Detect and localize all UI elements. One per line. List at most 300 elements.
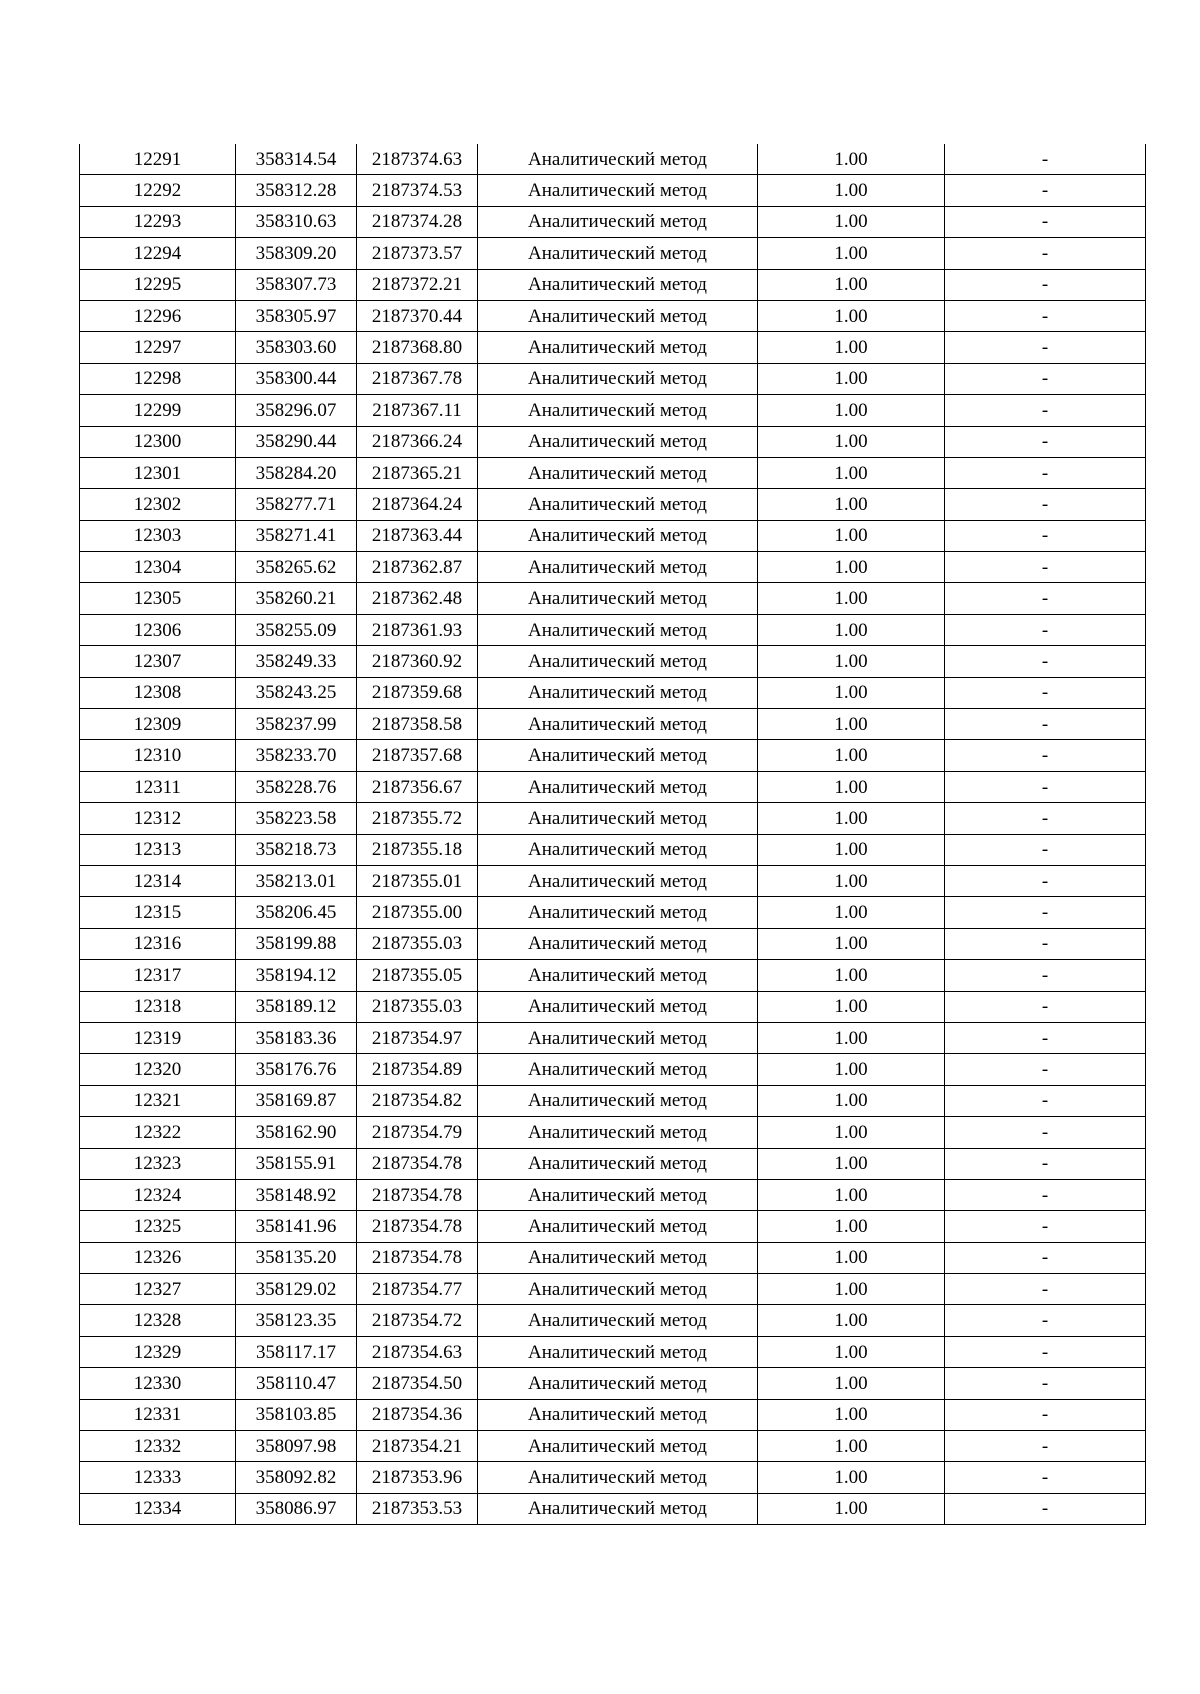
x-coordinate-cell: 358307.73 xyxy=(236,269,357,300)
table-row xyxy=(80,363,1146,394)
description-cell: - xyxy=(945,363,1146,394)
table-row xyxy=(80,1493,1146,1524)
accuracy-cell: 1.00 xyxy=(758,1431,945,1462)
accuracy-cell: 1.00 xyxy=(758,1274,945,1305)
method-cell: Аналитический метод xyxy=(478,1211,758,1242)
method-cell: Аналитический метод xyxy=(478,426,758,457)
accuracy-cell: 1.00 xyxy=(758,928,945,959)
accuracy-cell: 1.00 xyxy=(758,646,945,677)
method-cell: Аналитический метод xyxy=(478,520,758,551)
y-coordinate-cell: 2187354.21 xyxy=(357,1431,478,1462)
point-number-cell: 12331 xyxy=(80,1399,236,1430)
accuracy-cell: 1.00 xyxy=(758,1022,945,1053)
y-coordinate-cell: 2187355.03 xyxy=(357,991,478,1022)
accuracy-cell: 1.00 xyxy=(758,771,945,802)
y-coordinate-cell: 2187354.82 xyxy=(357,1085,478,1116)
table-row xyxy=(80,489,1146,520)
table-row xyxy=(80,1305,1146,1336)
method-cell: Аналитический метод xyxy=(478,457,758,488)
method-cell: Аналитический метод xyxy=(478,677,758,708)
y-coordinate-cell: 2187370.44 xyxy=(357,300,478,331)
point-number-cell: 12332 xyxy=(80,1431,236,1462)
method-cell: Аналитический метод xyxy=(478,1117,758,1148)
y-coordinate-cell: 2187354.78 xyxy=(357,1148,478,1179)
point-number-cell: 12305 xyxy=(80,583,236,614)
table-row xyxy=(80,677,1146,708)
method-cell: Аналитический метод xyxy=(478,300,758,331)
point-number-cell: 12294 xyxy=(80,238,236,269)
description-cell: - xyxy=(945,1274,1146,1305)
description-cell: - xyxy=(945,300,1146,331)
accuracy-cell: 1.00 xyxy=(758,834,945,865)
point-number-cell: 12298 xyxy=(80,363,236,394)
method-cell: Аналитический метод xyxy=(478,552,758,583)
x-coordinate-cell: 358310.63 xyxy=(236,206,357,237)
x-coordinate-cell: 358309.20 xyxy=(236,238,357,269)
method-cell: Аналитический метод xyxy=(478,740,758,771)
point-number-cell: 12324 xyxy=(80,1179,236,1210)
accuracy-cell: 1.00 xyxy=(758,740,945,771)
y-coordinate-cell: 2187355.05 xyxy=(357,960,478,991)
accuracy-cell: 1.00 xyxy=(758,238,945,269)
table-row xyxy=(80,1399,1146,1430)
table-row xyxy=(80,1054,1146,1085)
point-number-cell: 12320 xyxy=(80,1054,236,1085)
point-number-cell: 12314 xyxy=(80,865,236,896)
method-cell: Аналитический метод xyxy=(478,1148,758,1179)
table-row xyxy=(80,1148,1146,1179)
method-cell: Аналитический метод xyxy=(478,269,758,300)
point-number-cell: 12309 xyxy=(80,709,236,740)
description-cell: - xyxy=(945,1462,1146,1493)
x-coordinate-cell: 358290.44 xyxy=(236,426,357,457)
x-coordinate-cell: 358123.35 xyxy=(236,1305,357,1336)
x-coordinate-cell: 358155.91 xyxy=(236,1148,357,1179)
x-coordinate-cell: 358271.41 xyxy=(236,520,357,551)
table-row xyxy=(80,238,1146,269)
x-coordinate-cell: 358092.82 xyxy=(236,1462,357,1493)
accuracy-cell: 1.00 xyxy=(758,206,945,237)
x-coordinate-cell: 358169.87 xyxy=(236,1085,357,1116)
method-cell: Аналитический метод xyxy=(478,489,758,520)
point-number-cell: 12323 xyxy=(80,1148,236,1179)
accuracy-cell: 1.00 xyxy=(758,1493,945,1524)
x-coordinate-cell: 358237.99 xyxy=(236,709,357,740)
point-number-cell: 12318 xyxy=(80,991,236,1022)
x-coordinate-cell: 358223.58 xyxy=(236,803,357,834)
point-number-cell: 12307 xyxy=(80,646,236,677)
x-coordinate-cell: 358135.20 xyxy=(236,1242,357,1273)
description-cell: - xyxy=(945,206,1146,237)
method-cell: Аналитический метод xyxy=(478,991,758,1022)
y-coordinate-cell: 2187358.58 xyxy=(357,709,478,740)
description-cell: - xyxy=(945,897,1146,928)
description-cell: - xyxy=(945,1179,1146,1210)
method-cell: Аналитический метод xyxy=(478,395,758,426)
method-cell: Аналитический метод xyxy=(478,614,758,645)
x-coordinate-cell: 358255.09 xyxy=(236,614,357,645)
y-coordinate-cell: 2187353.96 xyxy=(357,1462,478,1493)
accuracy-cell: 1.00 xyxy=(758,1054,945,1085)
point-number-cell: 12315 xyxy=(80,897,236,928)
description-cell: - xyxy=(945,1242,1146,1273)
x-coordinate-cell: 358199.88 xyxy=(236,928,357,959)
y-coordinate-cell: 2187357.68 xyxy=(357,740,478,771)
y-coordinate-cell: 2187360.92 xyxy=(357,646,478,677)
method-cell: Аналитический метод xyxy=(478,1368,758,1399)
method-cell: Аналитический метод xyxy=(478,206,758,237)
table-row xyxy=(80,583,1146,614)
description-cell: - xyxy=(945,1085,1146,1116)
x-coordinate-cell: 358189.12 xyxy=(236,991,357,1022)
description-cell: - xyxy=(945,552,1146,583)
x-coordinate-cell: 358117.17 xyxy=(236,1336,357,1367)
y-coordinate-cell: 2187363.44 xyxy=(357,520,478,551)
method-cell: Аналитический метод xyxy=(478,834,758,865)
x-coordinate-cell: 358097.98 xyxy=(236,1431,357,1462)
point-number-cell: 12322 xyxy=(80,1117,236,1148)
description-cell: - xyxy=(945,1399,1146,1430)
point-number-cell: 12310 xyxy=(80,740,236,771)
accuracy-cell: 1.00 xyxy=(758,552,945,583)
point-number-cell: 12325 xyxy=(80,1211,236,1242)
accuracy-cell: 1.00 xyxy=(758,1368,945,1399)
accuracy-cell: 1.00 xyxy=(758,991,945,1022)
table-row xyxy=(80,928,1146,959)
accuracy-cell: 1.00 xyxy=(758,300,945,331)
y-coordinate-cell: 2187374.63 xyxy=(357,144,478,175)
method-cell: Аналитический метод xyxy=(478,928,758,959)
table-row xyxy=(80,1368,1146,1399)
table-row xyxy=(80,520,1146,551)
y-coordinate-cell: 2187374.28 xyxy=(357,206,478,237)
accuracy-cell: 1.00 xyxy=(758,144,945,175)
method-cell: Аналитический метод xyxy=(478,897,758,928)
accuracy-cell: 1.00 xyxy=(758,709,945,740)
point-number-cell: 12296 xyxy=(80,300,236,331)
table-row xyxy=(80,1336,1146,1367)
y-coordinate-cell: 2187356.67 xyxy=(357,771,478,802)
table-row xyxy=(80,614,1146,645)
x-coordinate-cell: 358243.25 xyxy=(236,677,357,708)
accuracy-cell: 1.00 xyxy=(758,426,945,457)
description-cell: - xyxy=(945,991,1146,1022)
description-cell: - xyxy=(945,614,1146,645)
method-cell: Аналитический метод xyxy=(478,144,758,175)
description-cell: - xyxy=(945,269,1146,300)
point-number-cell: 12297 xyxy=(80,332,236,363)
x-coordinate-cell: 358265.62 xyxy=(236,552,357,583)
x-coordinate-cell: 358194.12 xyxy=(236,960,357,991)
y-coordinate-cell: 2187362.48 xyxy=(357,583,478,614)
point-number-cell: 12304 xyxy=(80,552,236,583)
table-row xyxy=(80,960,1146,991)
description-cell: - xyxy=(945,238,1146,269)
y-coordinate-cell: 2187355.72 xyxy=(357,803,478,834)
y-coordinate-cell: 2187353.53 xyxy=(357,1493,478,1524)
point-number-cell: 12316 xyxy=(80,928,236,959)
description-cell: - xyxy=(945,395,1146,426)
table-row xyxy=(80,1242,1146,1273)
table-row xyxy=(80,552,1146,583)
y-coordinate-cell: 2187368.80 xyxy=(357,332,478,363)
accuracy-cell: 1.00 xyxy=(758,1462,945,1493)
point-number-cell: 12302 xyxy=(80,489,236,520)
accuracy-cell: 1.00 xyxy=(758,520,945,551)
table-row xyxy=(80,1179,1146,1210)
x-coordinate-cell: 358296.07 xyxy=(236,395,357,426)
y-coordinate-cell: 2187354.89 xyxy=(357,1054,478,1085)
table-row xyxy=(80,1462,1146,1493)
accuracy-cell: 1.00 xyxy=(758,395,945,426)
method-cell: Аналитический метод xyxy=(478,960,758,991)
description-cell: - xyxy=(945,1431,1146,1462)
method-cell: Аналитический метод xyxy=(478,803,758,834)
accuracy-cell: 1.00 xyxy=(758,1242,945,1273)
x-coordinate-cell: 358110.47 xyxy=(236,1368,357,1399)
accuracy-cell: 1.00 xyxy=(758,865,945,896)
table-row xyxy=(80,1211,1146,1242)
method-cell: Аналитический метод xyxy=(478,709,758,740)
accuracy-cell: 1.00 xyxy=(758,1211,945,1242)
description-cell: - xyxy=(945,1054,1146,1085)
point-number-cell: 12321 xyxy=(80,1085,236,1116)
accuracy-cell: 1.00 xyxy=(758,960,945,991)
method-cell: Аналитический метод xyxy=(478,646,758,677)
description-cell: - xyxy=(945,646,1146,677)
description-cell: - xyxy=(945,1336,1146,1367)
table-row xyxy=(80,991,1146,1022)
table-row xyxy=(80,426,1146,457)
x-coordinate-cell: 358314.54 xyxy=(236,144,357,175)
x-coordinate-cell: 358249.33 xyxy=(236,646,357,677)
accuracy-cell: 1.00 xyxy=(758,677,945,708)
description-cell: - xyxy=(945,865,1146,896)
point-number-cell: 12333 xyxy=(80,1462,236,1493)
table-body xyxy=(80,144,1146,1525)
table-row xyxy=(80,269,1146,300)
y-coordinate-cell: 2187367.11 xyxy=(357,395,478,426)
point-number-cell: 12292 xyxy=(80,175,236,206)
point-number-cell: 12300 xyxy=(80,426,236,457)
table-row xyxy=(80,395,1146,426)
x-coordinate-cell: 358206.45 xyxy=(236,897,357,928)
y-coordinate-cell: 2187354.36 xyxy=(357,1399,478,1430)
point-number-cell: 12328 xyxy=(80,1305,236,1336)
x-coordinate-cell: 358086.97 xyxy=(236,1493,357,1524)
point-number-cell: 12334 xyxy=(80,1493,236,1524)
point-number-cell: 12308 xyxy=(80,677,236,708)
method-cell: Аналитический метод xyxy=(478,175,758,206)
table-row xyxy=(80,646,1146,677)
description-cell: - xyxy=(945,332,1146,363)
y-coordinate-cell: 2187355.01 xyxy=(357,865,478,896)
x-coordinate-cell: 358303.60 xyxy=(236,332,357,363)
x-coordinate-cell: 358148.92 xyxy=(236,1179,357,1210)
x-coordinate-cell: 358228.76 xyxy=(236,771,357,802)
method-cell: Аналитический метод xyxy=(478,238,758,269)
y-coordinate-cell: 2187359.68 xyxy=(357,677,478,708)
x-coordinate-cell: 358277.71 xyxy=(236,489,357,520)
table-row xyxy=(80,1117,1146,1148)
method-cell: Аналитический метод xyxy=(478,1493,758,1524)
x-coordinate-cell: 358141.96 xyxy=(236,1211,357,1242)
method-cell: Аналитический метод xyxy=(478,1179,758,1210)
description-cell: - xyxy=(945,1211,1146,1242)
method-cell: Аналитический метод xyxy=(478,1054,758,1085)
x-coordinate-cell: 358129.02 xyxy=(236,1274,357,1305)
accuracy-cell: 1.00 xyxy=(758,489,945,520)
description-cell: - xyxy=(945,175,1146,206)
table-row xyxy=(80,865,1146,896)
method-cell: Аналитический метод xyxy=(478,1085,758,1116)
point-number-cell: 12330 xyxy=(80,1368,236,1399)
y-coordinate-cell: 2187354.77 xyxy=(357,1274,478,1305)
table-row xyxy=(80,740,1146,771)
method-cell: Аналитический метод xyxy=(478,865,758,896)
accuracy-cell: 1.00 xyxy=(758,332,945,363)
x-coordinate-cell: 358213.01 xyxy=(236,865,357,896)
description-cell: - xyxy=(945,677,1146,708)
y-coordinate-cell: 2187365.21 xyxy=(357,457,478,488)
y-coordinate-cell: 2187361.93 xyxy=(357,614,478,645)
y-coordinate-cell: 2187355.18 xyxy=(357,834,478,865)
accuracy-cell: 1.00 xyxy=(758,583,945,614)
x-coordinate-cell: 358305.97 xyxy=(236,300,357,331)
accuracy-cell: 1.00 xyxy=(758,1179,945,1210)
method-cell: Аналитический метод xyxy=(478,1399,758,1430)
y-coordinate-cell: 2187354.78 xyxy=(357,1211,478,1242)
accuracy-cell: 1.00 xyxy=(758,175,945,206)
y-coordinate-cell: 2187354.78 xyxy=(357,1242,478,1273)
accuracy-cell: 1.00 xyxy=(758,803,945,834)
description-cell: - xyxy=(945,457,1146,488)
description-cell: - xyxy=(945,709,1146,740)
accuracy-cell: 1.00 xyxy=(758,614,945,645)
y-coordinate-cell: 2187366.24 xyxy=(357,426,478,457)
y-coordinate-cell: 2187372.21 xyxy=(357,269,478,300)
point-number-cell: 12303 xyxy=(80,520,236,551)
accuracy-cell: 1.00 xyxy=(758,897,945,928)
accuracy-cell: 1.00 xyxy=(758,1085,945,1116)
point-number-cell: 12293 xyxy=(80,206,236,237)
table-row xyxy=(80,897,1146,928)
y-coordinate-cell: 2187354.97 xyxy=(357,1022,478,1053)
description-cell: - xyxy=(945,803,1146,834)
method-cell: Аналитический метод xyxy=(478,771,758,802)
point-number-cell: 12306 xyxy=(80,614,236,645)
x-coordinate-cell: 358103.85 xyxy=(236,1399,357,1430)
description-cell: - xyxy=(945,1305,1146,1336)
point-number-cell: 12326 xyxy=(80,1242,236,1273)
y-coordinate-cell: 2187364.24 xyxy=(357,489,478,520)
x-coordinate-cell: 358183.36 xyxy=(236,1022,357,1053)
x-coordinate-cell: 358233.70 xyxy=(236,740,357,771)
y-coordinate-cell: 2187354.78 xyxy=(357,1179,478,1210)
accuracy-cell: 1.00 xyxy=(758,1336,945,1367)
table-row xyxy=(80,175,1146,206)
point-number-cell: 12299 xyxy=(80,395,236,426)
x-coordinate-cell: 358284.20 xyxy=(236,457,357,488)
description-cell: - xyxy=(945,1148,1146,1179)
accuracy-cell: 1.00 xyxy=(758,269,945,300)
description-cell: - xyxy=(945,583,1146,614)
x-coordinate-cell: 358218.73 xyxy=(236,834,357,865)
table-row xyxy=(80,1085,1146,1116)
point-number-cell: 12313 xyxy=(80,834,236,865)
table-row xyxy=(80,144,1146,175)
method-cell: Аналитический метод xyxy=(478,1462,758,1493)
point-number-cell: 12319 xyxy=(80,1022,236,1053)
description-cell: - xyxy=(945,960,1146,991)
accuracy-cell: 1.00 xyxy=(758,457,945,488)
accuracy-cell: 1.00 xyxy=(758,1399,945,1430)
y-coordinate-cell: 2187354.72 xyxy=(357,1305,478,1336)
description-cell: - xyxy=(945,1368,1146,1399)
description-cell: - xyxy=(945,771,1146,802)
accuracy-cell: 1.00 xyxy=(758,1117,945,1148)
y-coordinate-cell: 2187367.78 xyxy=(357,363,478,394)
description-cell: - xyxy=(945,928,1146,959)
method-cell: Аналитический метод xyxy=(478,1305,758,1336)
x-coordinate-cell: 358162.90 xyxy=(236,1117,357,1148)
point-number-cell: 12317 xyxy=(80,960,236,991)
x-coordinate-cell: 358260.21 xyxy=(236,583,357,614)
description-cell: - xyxy=(945,1022,1146,1053)
description-cell: - xyxy=(945,426,1146,457)
y-coordinate-cell: 2187355.00 xyxy=(357,897,478,928)
y-coordinate-cell: 2187354.63 xyxy=(357,1336,478,1367)
y-coordinate-cell: 2187374.53 xyxy=(357,175,478,206)
accuracy-cell: 1.00 xyxy=(758,1305,945,1336)
method-cell: Аналитический метод xyxy=(478,1242,758,1273)
y-coordinate-cell: 2187355.03 xyxy=(357,928,478,959)
point-number-cell: 12301 xyxy=(80,457,236,488)
accuracy-cell: 1.00 xyxy=(758,1148,945,1179)
table-row xyxy=(80,1274,1146,1305)
y-coordinate-cell: 2187373.57 xyxy=(357,238,478,269)
method-cell: Аналитический метод xyxy=(478,1274,758,1305)
table-row xyxy=(80,1022,1146,1053)
table-row xyxy=(80,300,1146,331)
description-cell: - xyxy=(945,834,1146,865)
accuracy-cell: 1.00 xyxy=(758,363,945,394)
point-number-cell: 12291 xyxy=(80,144,236,175)
x-coordinate-cell: 358300.44 xyxy=(236,363,357,394)
point-number-cell: 12295 xyxy=(80,269,236,300)
description-cell: - xyxy=(945,740,1146,771)
method-cell: Аналитический метод xyxy=(478,363,758,394)
x-coordinate-cell: 358312.28 xyxy=(236,175,357,206)
point-number-cell: 12327 xyxy=(80,1274,236,1305)
method-cell: Аналитический метод xyxy=(478,332,758,363)
coordinates-table xyxy=(79,144,1146,1525)
description-cell: - xyxy=(945,520,1146,551)
description-cell: - xyxy=(945,1117,1146,1148)
table-row xyxy=(80,834,1146,865)
description-cell: - xyxy=(945,1493,1146,1524)
table-row xyxy=(80,457,1146,488)
table-row xyxy=(80,771,1146,802)
method-cell: Аналитический метод xyxy=(478,1022,758,1053)
point-number-cell: 12329 xyxy=(80,1336,236,1367)
method-cell: Аналитический метод xyxy=(478,1431,758,1462)
table-row xyxy=(80,1431,1146,1462)
point-number-cell: 12312 xyxy=(80,803,236,834)
table-row xyxy=(80,332,1146,363)
method-cell: Аналитический метод xyxy=(478,583,758,614)
y-coordinate-cell: 2187354.79 xyxy=(357,1117,478,1148)
